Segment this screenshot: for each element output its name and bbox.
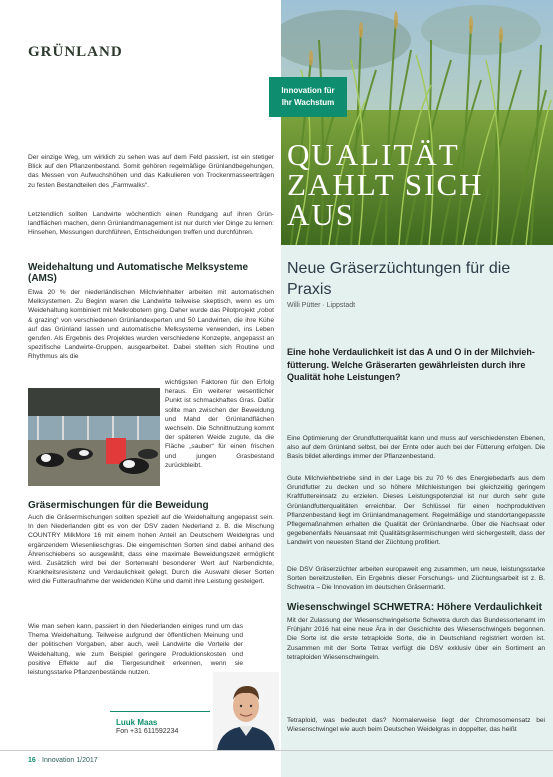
- left-heading-weidehaltung: Weidehaltung und Automatische Melksysteme (AMS): [28, 262, 249, 284]
- author-byline: Willi Pütter · Lippstadt: [287, 302, 356, 309]
- section-label: GRÜNLAND: [28, 44, 123, 60]
- badge-line1: Innovation für: [281, 86, 335, 95]
- right-paragraph-1: Eine Optimierung der Grundfutterqualität kann und muss auf verschiedensten Ebenen, also auf dem Grünland selbst, bei der Ernte oder auch bei der Fütterung erfolgen. Die Basis bildet allerdings immer der Pflanzenbestand.: [287, 435, 545, 461]
- headline-line3: AUS: [287, 197, 356, 232]
- right-heading-schwetra: Wiesenschwingel SCHWETRA: Höhere Verdaulichkeit: [287, 602, 542, 613]
- contact-divider: [110, 711, 210, 712]
- right-paragraph-5: Tetraploid, was bedeutet das? Normalerweise liegt der Chromosomensatz bei Wiesenschwingel wie auch beim Deutschen Weidelgras in doppelter, das heißt: [287, 717, 545, 734]
- left-paragraph-3: Etwa 20 % der niederländischen Milchviehhalter arbeiten mit automatischen Melksystemen. Zu Beginn waren die Landwirte teilweise skeptisch, wenn es um Weidehaltung kombiniert mit Melkrobotern ging. Daher wurde das Pilotprojekt „robot & grazing“ von verschiedenen Grünlandexperten und 50 Landwirten, die ihre Kühe auf das Grünland lassen und automatische Melksysteme verwenden, ins Leben gerufen. Als Ergebnis des Projektes wurden verschiedene Konzepte, angepasst an spezifische Landwirte-Gruppen, ausgearbeitet. Dabei stellten sich Routine und Rhythmus als die: [28, 289, 274, 361]
- right-paragraph-3: Die DSV Gräserzüchter arbeiten europaweit eng zusammen, um neue, leistungsstarke Sorten bereitzustellen. Ein Ergebnis dieser Forschungs- und Züchtungsarbeit ist z. B. Schwetra – Die Innovation im deutschen Gräsermarkt.: [287, 566, 545, 592]
- page-footer: [28, 757, 98, 764]
- contact-portrait: [213, 672, 279, 750]
- left-paragraph-3b: wichtigsten Faktoren für den Erfolg heraus. Ein weiterer wesentlicher Punkt ist schmackhaftes Gras. Dafür sollte man zwischen der Beweidung und Mahd der Grünlandflächen wechseln. Die Schnittnutzung kommt der späteren Weide zugute, da die Fläche „sauber“ für einen frischen und jungen Grasbestand zurückbleibt.: [165, 379, 274, 469]
- contact-name: Luuk Maas: [116, 718, 158, 727]
- badge-line2: Ihr Wachstum: [281, 98, 335, 107]
- lead-paragraph: Eine hohe Verdaulichkeit ist das A und O in der Milchviehfütterung. Welche Gräserarten gewährleisten durch ihre Qualität hohe Leistungen?: [287, 347, 535, 382]
- magazine-issue: · Innovation 1/2017: [37, 757, 98, 764]
- left-paragraph-4: Auch die Gräsermischungen sollten speziell auf die Weidehaltung angepasst sein. In den Niederlanden gibt es von der DSV zaden Nederland z. B. die Mischung COUNTRY MilkMore 16 mit einem hohen Anteil an Deutschem Weidelgras und ergänzendem Wiesenlieschgras. Die eingemischten Sorten sind dabei anhand des Ährenschiebens so ausgewählt, dass eine maximale Beweidungszeit ermöglicht wird. Zusätzlich wird bei der Sortenwahl besonderer Wert auf Narbendichte, Krankheitsresistenz und Verdaulichkeit gelegt. Durch die Auswahl dieser Sorten wird die Futteraufnahme der weidenden Kühe und damit ihre Leistung gesteigert.: [28, 514, 274, 586]
- footer-rule: [0, 750, 553, 751]
- left-paragraph-5: Wie man sehen kann, passiert in den Niederlanden einiges rund um das Thema Weidehaltung. Teilweise aufgrund der öffentlichen Meinung und der politischen Vorgaben, aber auch, weil Landwirte die Vorteile der Weidehaltung, wie zum Beispiel geringere Produktionskosten und positive Effekte auf die Tiergesundheit erkennen, wenn sie leistungsstarke Pflanzenbestände nutzen.: [28, 623, 243, 677]
- right-paragraph-2: Gute Milchviehbetriebe sind in der Lage bis zu 70 % des Energiebedarfs aus dem Grundfutter zu decken und so höhere Milchleistungen bei gleichzeitig geringem Kraftfuttereinsatz zu erzielen. Dieses Leistungspotenzial ist nur durch sehr gute Grünlandfutterqualitäten erreichbar. Der Schlüssel für einen hochproduktiven Pflanzenbestand liegt im Grünlandmanagement. Regelmäßige und standortangepasste Pflegemaßnahmen erhalten die Qualität der Grünlandnarbe. Über die Nachsaat oder gegebenenfalls Neuansaat mit Qualitätsgräsermischungen wird sichergestellt, dass der Landwirt von neuesten Stand der Züchtung profitiert.: [287, 475, 545, 547]
- contact-phone: Fon +31 611592234: [116, 728, 179, 735]
- portrait-illustration: [213, 672, 279, 750]
- cows-barn-photo: [28, 388, 160, 486]
- innovation-badge: [269, 77, 347, 117]
- cows-illustration: [28, 388, 160, 486]
- left-heading-graesermischungen: Gräsermischungen für die Beweidung: [28, 500, 209, 511]
- left-paragraph-1: Der einzige Weg, um wirklich zu sehen was auf dem Feld passiert, ist ein stetiger Blick auf den Pflanzenbestand. Somit gehören regelmäßige Grünlandbegehungen, das Messen von Aufwuchshöhen und das Kalkulieren von Trockenmasseerträgen zu festen Bestandteilen des „Farmwalks“.: [28, 154, 274, 189]
- page-number: 16: [28, 757, 36, 764]
- headline: [287, 137, 547, 232]
- headline-line2: ZAHLT SICH: [287, 167, 484, 202]
- headline-line1: QUALITÄT: [287, 137, 460, 172]
- left-paragraph-2: Letztendlich sollten Landwirte wöchentlich einen Rundgang auf ihren Grünlandflächen machen, denn Grünlandmanagement ist nur durch vier Dinge zu lernen: Hinsehen, Messungen durchführen, Entscheidungen treffen und durchführen.: [28, 211, 274, 237]
- subtitle: Neue Gräserzüchtungen für die Praxis: [287, 260, 511, 298]
- right-paragraph-4: Mit der Zulassung der Wiesenschwingelsorte Schwetra durch das Bundessortenamt im Frühjahr 2016 hat eine neue Ära in der Geschichte des Wiesenschwingels begonnen. Die Sorte ist die erste tetraploide Sorte, die in Deutschland registriert worden ist. Zusammen mit der Sorte Tetrax verfügt die DSV exklusiv über ein Sortiment an tetraploiden Wiesenschwingeln.: [287, 617, 545, 661]
